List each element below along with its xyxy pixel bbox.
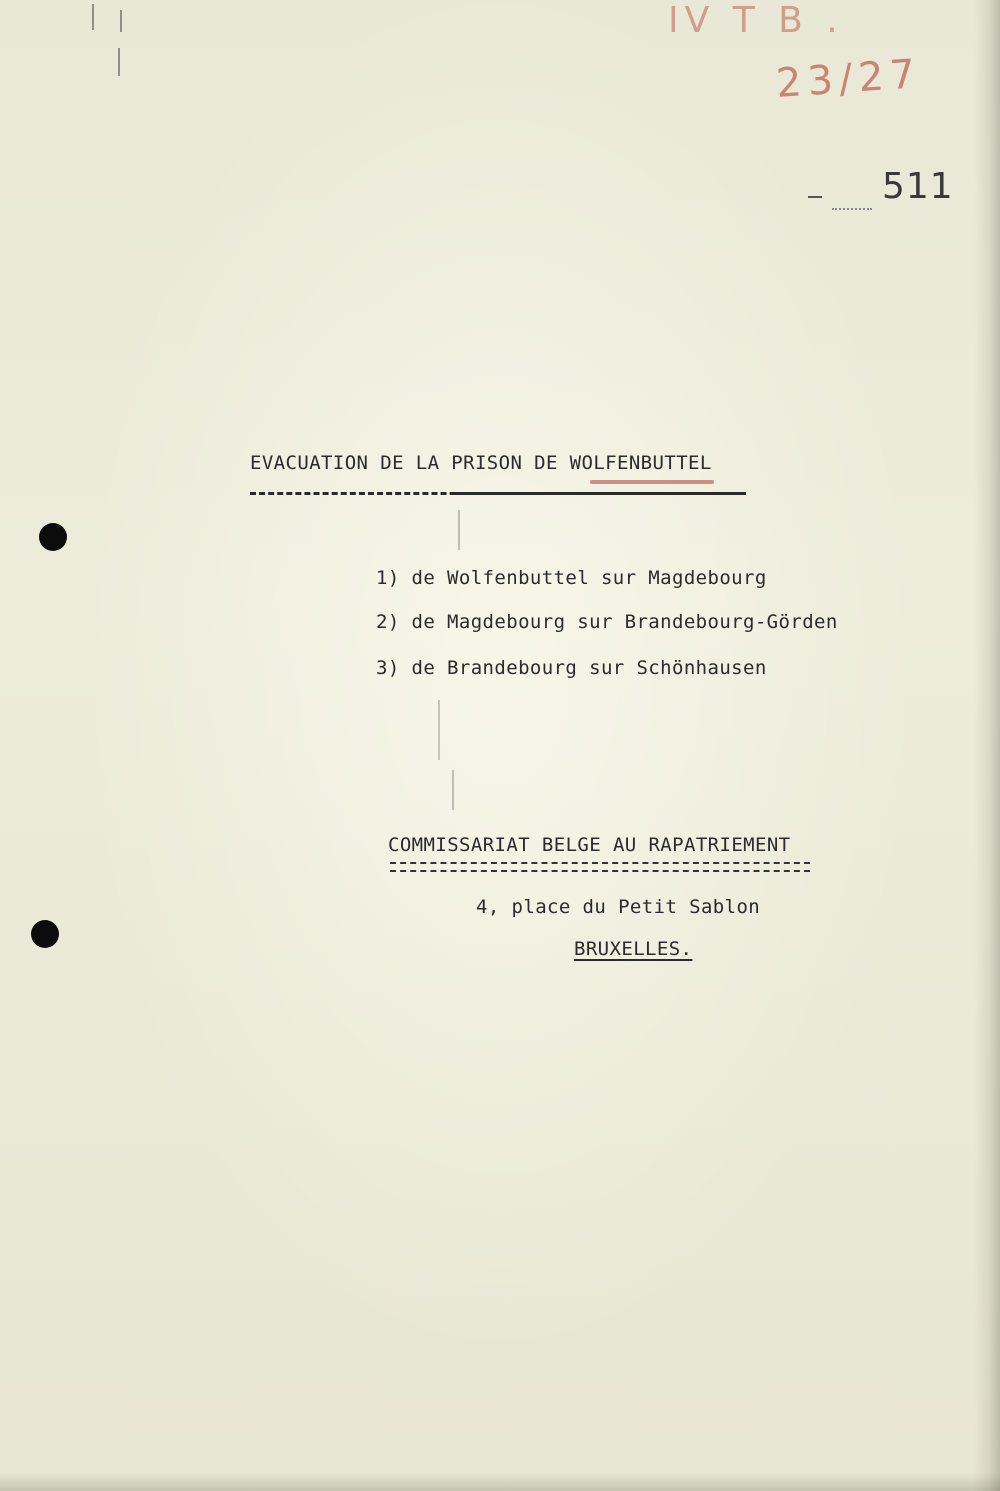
organization-double-rule — [390, 862, 810, 872]
fold-mark — [458, 510, 460, 550]
page-bottom-shadow — [0, 1473, 1000, 1491]
organization-name: COMMISSARIAT BELGE AU RAPATRIEMENT — [388, 834, 791, 856]
margin-mark — [92, 4, 94, 30]
margin-mark — [120, 10, 122, 32]
fold-mark — [438, 700, 440, 760]
document-title: EVACUATION DE LA PRISON DE WOLFENBUTTEL — [250, 452, 712, 474]
fold-mark — [452, 770, 454, 810]
page-edge-shadow — [974, 0, 1000, 1491]
title-rule-solid — [450, 492, 746, 495]
organization-address: 4, place du Petit Sablon — [476, 896, 761, 918]
archive-reference: 23/27 — [774, 50, 923, 108]
punch-hole-bottom — [31, 920, 59, 948]
route-item: 1) de Wolfenbuttel sur Magdebourg — [376, 567, 767, 589]
organization-city: BRUXELLES. — [574, 938, 693, 960]
archive-stamp: IV T B . — [668, 0, 844, 41]
page-number: 511 — [882, 166, 954, 207]
red-underline-mark — [590, 480, 714, 484]
punch-hole-top — [39, 523, 67, 551]
route-list — [376, 556, 838, 690]
page-number-dots — [832, 208, 872, 210]
page-number-dash — [808, 196, 822, 198]
route-item: 3) de Brandebourg sur Schönhausen — [376, 657, 767, 679]
margin-mark — [118, 48, 120, 76]
route-item: 2) de Magdebourg sur Brandebourg-Görden — [376, 611, 838, 633]
